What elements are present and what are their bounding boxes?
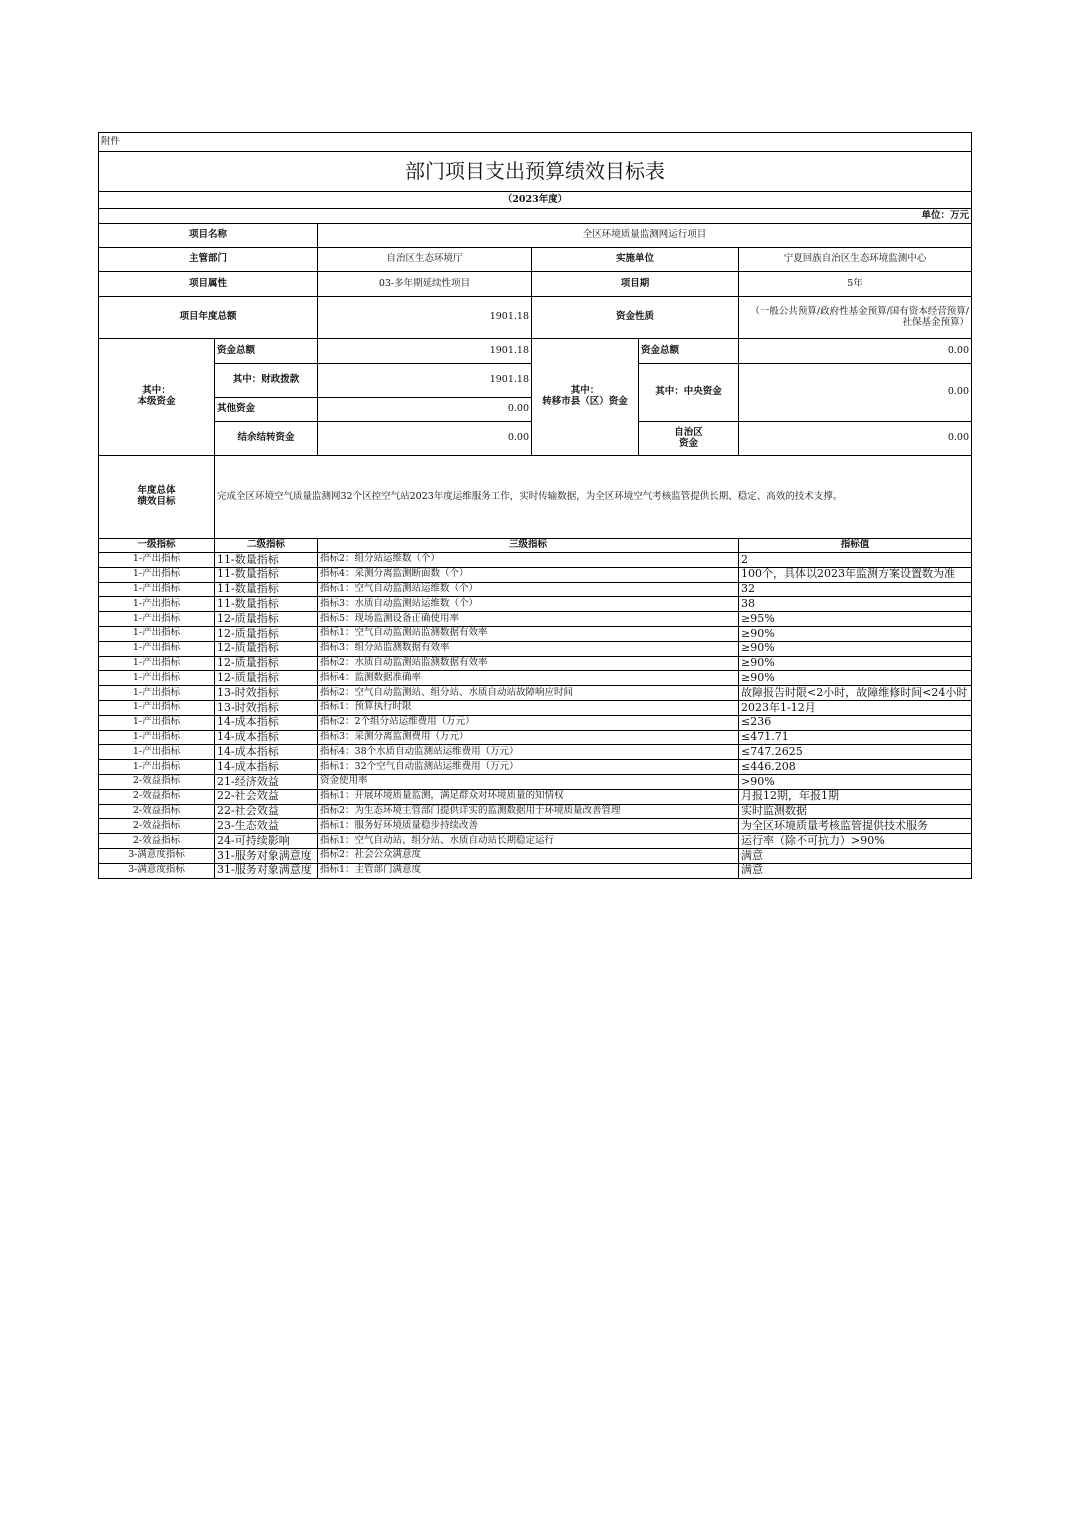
indicator-value: 实时监测数据 [739,804,972,819]
indicator-level3: 指标5：现场监测设备正确使用率 [318,612,739,627]
central-funds-label: 其中：中央资金 [639,364,739,422]
region-funds-value: 0.00 [739,422,972,456]
indicator-level2: 14-成本指标 [215,745,318,760]
indicator-level3: 指标2：组分站运维数（个） [318,553,739,568]
indicator-row [99,730,972,745]
indicator-level1: 1-产出指标 [99,553,215,568]
indicator-level1: 1-产出指标 [99,597,215,612]
indicator-level3: 指标1：预算执行时限 [318,700,739,715]
header-level2: 二级指标 [215,539,318,553]
indicator-level3: 指标3：组分站监测数据有效率 [318,641,739,656]
indicator-row [99,700,972,715]
indicator-level1: 3-满意度指标 [99,848,215,863]
indicator-row [99,656,972,671]
indicator-row [99,671,972,686]
indicator-value: 满意 [739,848,972,863]
project-attr-value: 03-多年期延续性项目 [318,272,532,297]
carryover-funds-value: 0.00 [318,422,532,456]
indicator-level2: 11-数量指标 [215,567,318,582]
indicator-value: 32 [739,582,972,597]
annual-total-value: 1901.18 [318,297,532,339]
indicator-level3: 指标4：38个水质自动监测站运维费用（万元） [318,745,739,760]
page-title: 部门项目支出预算绩效目标表 [99,152,972,192]
indicator-level3: 指标1：开展环境质量监测，满足群众对环境质量的知情权 [318,789,739,804]
indicator-value: ≤446.208 [739,760,972,775]
indicator-value: 运行率（除不可抗力）>90% [739,834,972,849]
indicator-level3: 指标2：为生态环境主管部门提供详实的监测数据用于环境质量改善管理 [318,804,739,819]
dept-value: 自治区生态环境厅 [318,248,532,272]
indicator-value: ≥90% [739,626,972,641]
annual-total-label: 项目年度总额 [99,297,318,339]
indicator-value: 38 [739,597,972,612]
indicator-rows [99,553,972,879]
indicator-level1: 1-产出指标 [99,745,215,760]
indicator-value: 月报12期，年报1期 [739,789,972,804]
indicator-level2: 21-经济效益 [215,774,318,789]
indicator-level1: 2-效益指标 [99,804,215,819]
header-level3: 三级指标 [318,539,739,553]
indicator-row [99,626,972,641]
indicator-value: 2023年1-12月 [739,700,972,715]
year-label: （2023年度） [99,192,972,209]
indicator-row [99,745,972,760]
indicator-level1: 1-产出指标 [99,686,215,701]
indicator-row [99,553,972,568]
indicator-level1: 2-效益指标 [99,789,215,804]
indicator-level3: 指标1：服务好环境质量稳步持续改善 [318,819,739,834]
indicator-value: 故障报告时限<2小时，故障维修时间<24小时 [739,686,972,701]
indicator-level2: 22-社会效益 [215,789,318,804]
indicator-level2: 24-可持续影响 [215,834,318,849]
performance-target-sheet [98,132,971,879]
indicator-level1: 1-产出指标 [99,656,215,671]
indicator-row [99,597,972,612]
fiscal-funds-label: 其中：财政拨款 [215,364,318,398]
indicator-level1: 3-满意度指标 [99,863,215,878]
indicator-level1: 1-产出指标 [99,760,215,775]
project-name-label: 项目名称 [99,224,318,248]
indicator-row [99,760,972,775]
indicator-row [99,834,972,849]
indicator-level3: 资金使用率 [318,774,739,789]
indicator-row [99,567,972,582]
indicator-row [99,789,972,804]
indicator-level2: 31-服务对象满意度 [215,863,318,878]
indicator-value: ≤236 [739,715,972,730]
local-total-value: 1901.18 [318,339,532,364]
indicator-value: 2 [739,553,972,568]
indicator-level3: 指标2：水质自动监测站监测数据有效率 [318,656,739,671]
indicator-level3: 指标1：空气自动站、组分站、水质自动站长期稳定运行 [318,834,739,849]
indicator-level3: 指标2：2个组分站运维费用（万元） [318,715,739,730]
indicator-level1: 1-产出指标 [99,671,215,686]
indicator-level1: 1-产出指标 [99,715,215,730]
budget-table [98,132,972,879]
indicator-level3: 指标4：监测数据准确率 [318,671,739,686]
indicator-value: 满意 [739,863,972,878]
indicator-value: ≤747.2625 [739,745,972,760]
impl-unit-value: 宁夏回族自治区生态环境监测中心 [739,248,972,272]
transfer-total-label: 资金总额 [639,339,739,364]
indicator-level2: 14-成本指标 [215,715,318,730]
fund-nature-label: 资金性质 [532,297,739,339]
header-value: 指标值 [739,539,972,553]
other-funds-value: 0.00 [318,398,532,422]
indicator-level2: 14-成本指标 [215,730,318,745]
indicator-level2: 22-社会效益 [215,804,318,819]
indicator-level2: 13-时效指标 [215,686,318,701]
indicator-level1: 1-产出指标 [99,612,215,627]
fiscal-funds-value: 1901.18 [318,364,532,398]
indicator-row [99,804,972,819]
indicator-value: 100个，具体以2023年监测方案设置数为准 [739,567,972,582]
indicator-level1: 1-产出指标 [99,641,215,656]
indicator-row [99,774,972,789]
local-funds-label: 其中： 本级资金 [99,339,215,456]
indicator-level2: 12-质量指标 [215,656,318,671]
indicator-level3: 指标2：空气自动监测站、组分站、水质自动站故障响应时间 [318,686,739,701]
project-period-label: 项目期 [532,272,739,297]
carryover-funds-label: 结余结转资金 [215,422,318,456]
impl-unit-label: 实施单位 [532,248,739,272]
indicator-level2: 13-时效指标 [215,700,318,715]
project-attr-label: 项目属性 [99,272,318,297]
indicator-level2: 12-质量指标 [215,641,318,656]
indicator-level1: 1-产出指标 [99,567,215,582]
local-total-label: 资金总额 [215,339,318,364]
indicator-level3: 指标1：空气自动监测站监测数据有效率 [318,626,739,641]
indicator-level2: 11-数量指标 [215,597,318,612]
indicator-row [99,715,972,730]
indicator-level3: 指标1：32个空气自动监测站运维费用（万元） [318,760,739,775]
header-level1: 一级指标 [99,539,215,553]
indicator-level2: 14-成本指标 [215,760,318,775]
annual-goal-label: 年度总体 绩效目标 [99,456,215,539]
annual-goal-text: 完成全区环境空气质量监测网32个区控空气站2023年度运维服务工作，实时传输数据，为全区环境空气考核监管提供长期、稳定、高效的技术支撑。 [215,456,972,539]
project-period-value: 5年 [739,272,972,297]
indicator-row [99,686,972,701]
unit-label: 单位：万元 [99,209,972,224]
indicator-row [99,819,972,834]
indicator-row [99,582,972,597]
project-name-value: 全区环境质量监测网运行项目 [318,224,972,248]
indicator-value: >90% [739,774,972,789]
dept-label: 主管部门 [99,248,318,272]
indicator-level1: 1-产出指标 [99,582,215,597]
transfer-total-value: 0.00 [739,339,972,364]
indicator-level3: 指标1：主管部门满意度 [318,863,739,878]
indicator-level1: 1-产出指标 [99,626,215,641]
indicator-level2: 12-质量指标 [215,671,318,686]
indicator-level3: 指标2：社会公众满意度 [318,848,739,863]
indicator-row [99,848,972,863]
fund-nature-value: （一般公共预算/政府性基金预算/国有资本经营预算/社保基金预算） [739,297,972,339]
indicator-level2: 11-数量指标 [215,553,318,568]
indicator-row [99,641,972,656]
indicator-level1: 2-效益指标 [99,774,215,789]
indicator-level2: 31-服务对象满意度 [215,848,318,863]
indicator-level3: 指标3：采测分离监测费用（万元） [318,730,739,745]
indicator-value: ≥90% [739,641,972,656]
other-funds-label: 其他资金 [215,398,318,422]
indicator-row [99,612,972,627]
indicator-row [99,863,972,878]
indicator-level3: 指标4：采测分离监测断面数（个） [318,567,739,582]
indicator-level3: 指标1：空气自动监测站运维数（个） [318,582,739,597]
indicator-value: ≥95% [739,612,972,627]
indicator-level2: 11-数量指标 [215,582,318,597]
indicator-level1: 1-产出指标 [99,730,215,745]
indicator-level1: 2-效益指标 [99,819,215,834]
indicator-level2: 12-质量指标 [215,626,318,641]
central-funds-value: 0.00 [739,364,972,422]
indicator-value: ≤471.71 [739,730,972,745]
transfer-funds-label: 其中： 转移市县（区）资金 [532,339,639,456]
indicator-value: ≥90% [739,671,972,686]
indicator-level2: 23-生态效益 [215,819,318,834]
indicator-level3: 指标3：水质自动监测站运维数（个） [318,597,739,612]
attachment-label: 附件 [99,133,972,152]
region-funds-label: 自治区 资金 [639,422,739,456]
indicator-level2: 12-质量指标 [215,612,318,627]
indicator-level1: 2-效益指标 [99,834,215,849]
indicator-level1: 1-产出指标 [99,700,215,715]
indicator-value: 为全区环境质量考核监管提供技术服务 [739,819,972,834]
indicator-value: ≥90% [739,656,972,671]
